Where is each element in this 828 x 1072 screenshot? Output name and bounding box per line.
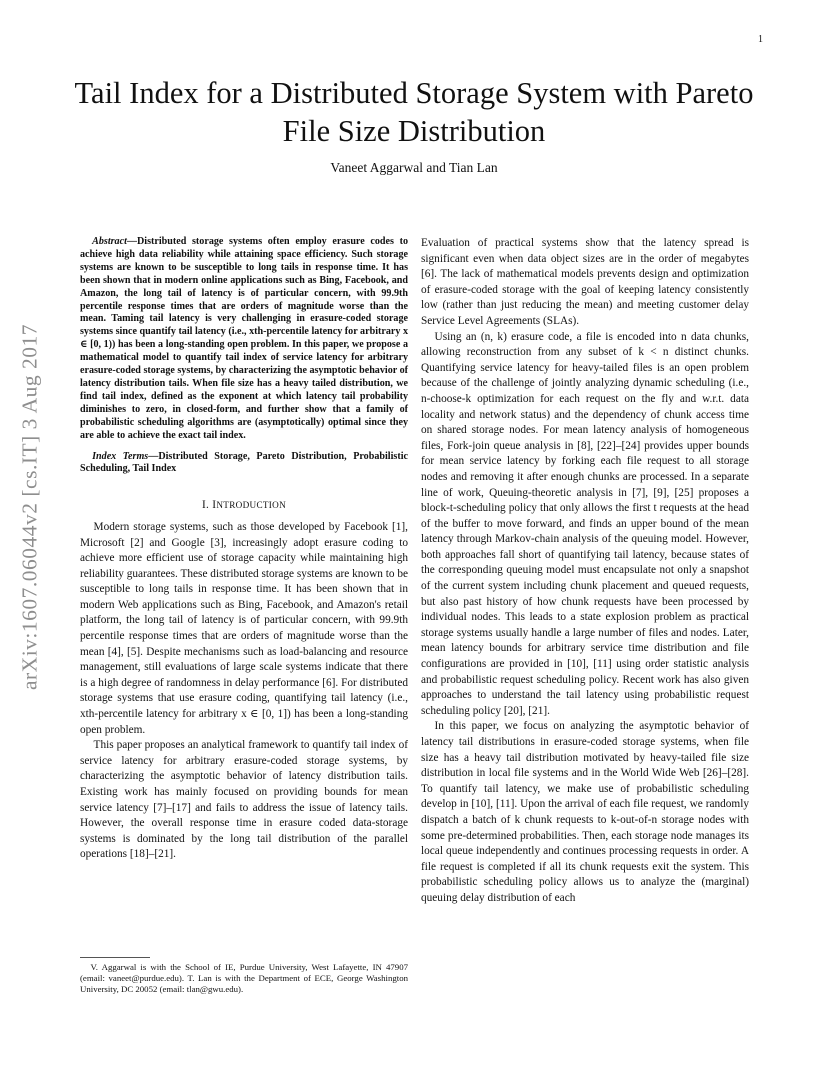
section-first-letter: I — [212, 499, 217, 512]
index-terms-label: Index Terms — [92, 450, 149, 462]
body-paragraph-3: In this paper, we focus on analyzing the asymptotic behavior of latency tail distributions in erasure-coded storage systems, when file size has a heavy tail distribution motivated by heavy-tailed file size distribution in local file systems and in the World Wide Web [26]–[28]. To quantify tail latency, we make use of probabilistic scheduling develop in [10], [11]. Upon the arrival of each file request, we randomly dispatch a batch of k chunk requests to k-out-of-n storage nodes with some pre-determined probabilities. Then, each storage node manages its local queue independently and continues processing requests in order. A file request is completed if all its chunk requests exit the system. This probabilistic scheduling policy allows us to analyze the (marginal) queuing delay distribution of each — [421, 720, 749, 904]
index-terms — [80, 451, 408, 477]
body-paragraph-2: Using an (n, k) erasure code, a file is encoded into n data chunks, allowing reconstruction from any subset of k < n distinct chunks. Quantifying service latency for heavy-tailed files is an open problem because of the challenge of jointly analyzing dynamic scheduling (i.e., n-choose-k optimization for each request on the fly and w.r.t. data locality and network status) and the dependency of chunk access time on shared storage nodes. For mean latency analysis of homogeneous files, Fork-join queue analysis in [8], [22]–[24] provides upper bounds for mean service latency by forking each file request to all storage nodes and removing it after enough chunks are processed. In a separate line of work, Queuing-theoretic analysis in [7], [9], [25] proposes a block-t-scheduling policy that only allows the first t requests at the head of the buffer to move forward, and finds an upper bound of the mean latency through Markov-chain analysis of the queuing model. However, both approaches fall short of quantifying tail latency, because states of the corresponding queuing model must encapsulate not only a snapshot of the current system including chunk placement and queued requests, but also past history of how chunk requests have been processed by individual nodes. This leads to a state explosion problem as practical storage systems usually handle a large number of files and nodes. Later, mean latency bounds for arbitrary service time distribution and file configurations are provided in [10], [11] using order statistic analysis and probabilistic request scheduling policy. Recent work has also given approaches to understand the tail latency using probabilistic request scheduling policy [20], [21]. — [421, 330, 749, 717]
left-column — [80, 236, 408, 863]
intro-paragraph-1: Modern storage systems, such as those developed by Facebook [1], Microsoft [2] and Google [3], increasingly adopt erasure coding to achieve more efficient use of storage capacity while maintaining high reliability guarantees. These distributed storage systems are known to be susceptible to long tails in response time. It has been shown that in modern Web applications such as Bing, Facebook, and Amazon's retail platform, the long tail of latency is of particular concern, with 99.9th percentile response times that are orders of magnitude worse than the mean [4], [5]. Despite mechanisms such as load-balancing and resource management, still evaluations of large scale systems indicate that there is a high degree of randomness in delay performance [6]. For distributed storage systems that use erasure coding, quantifying tail latency (i.e., xth-percentile latency for arbitrary x ∈ [0, 1]) has been a long-standing open problem. — [80, 520, 408, 736]
abstract-label: Abstract — [92, 236, 127, 247]
section-heading — [80, 498, 408, 514]
author-footnote-text: V. Aggarwal is with the School of IE, Purdue University, West Lafayette, IN 47907 (email: vaneet@purdue.edu). T. Lan is with the Department of ECE, George Washington University, DC 20052 (email: tlan@gwu.edu). — [80, 962, 408, 995]
arxiv-identifier: arXiv:1607.06044v2 [cs.IT] 3 Aug 2017 — [17, 323, 42, 691]
abstract — [80, 236, 408, 443]
paper-title: Tail Index for a Distributed Storage System with Pareto File Size Distribution — [74, 76, 754, 148]
paper-authors: Vaneet Aggarwal and Tian Lan — [330, 160, 498, 175]
index-terms-text: —Distributed Storage, Pareto Distribution, Probabilistic Scheduling, Tail Index — [80, 450, 408, 475]
section-title-rest: NTRODUCTION — [216, 500, 287, 511]
body-paragraph-1: Evaluation of practical systems show that the latency spread is significant even when data object sizes are in the order of megabytes [6]. The lack of mathematical models prevents design and optimization of erasure-coded storage with the goal of keeping latency consistently low (rather than just reducing the mean) and meeting customer delay Service Level Agreements (SLAs). — [421, 237, 749, 327]
abstract-text: —Distributed storage systems often employ erasure codes to achieve high data reliability while attaining space efficiency. Such storage systems are known to be susceptible to long tails in response time. It has been shown that in modern online applications such as Bing, Facebook, and Amazon, the long tail of latency is of particular concern, with 99.9th percentile response times that are orders of magnitude worse than the mean. Taming tail latency is very challenging in erasure-coded storage systems since quantify tail latency (i.e., xth-percentile latency for arbitrary x ∈ [0, 1)) has been a long-standing open problem. In this paper, we propose a mathematical model to quantify tail index of service latency for arbitrary erasure-coded storage systems, by characterizing the asymptotic behavior of latency distribution tails. When file size has a heavy tailed distribution, we find tail index, defined as the exponent at which latency tail probability diminishes to zero, in closed-form, and further show that a family of probabilistic scheduling algorithms are (asymptotically) optimal since they are able to achieve the exact tail index. — [80, 236, 408, 441]
page-number: 1 — [758, 34, 763, 45]
intro-paragraph-2: This paper proposes an analytical framework to quantify tail index of service latency for arbitrary erasure-coded storage systems, by characterizing the asymptotic behavior of latency distribution tails. Existing work has mainly focused on providing bounds for mean service latency [7]–[17] and fails to address the issue of latency tails. However, the overall response time in erasure coded data-storage systems is dominated by the long tail distribution of the parallel operations [18]–[21]. — [80, 739, 408, 861]
arxiv-stamp — [10, 272, 50, 742]
right-column — [421, 236, 749, 907]
footnote-rule — [80, 957, 150, 958]
author-footnote — [80, 962, 408, 996]
section-numeral: I. — [201, 499, 210, 512]
